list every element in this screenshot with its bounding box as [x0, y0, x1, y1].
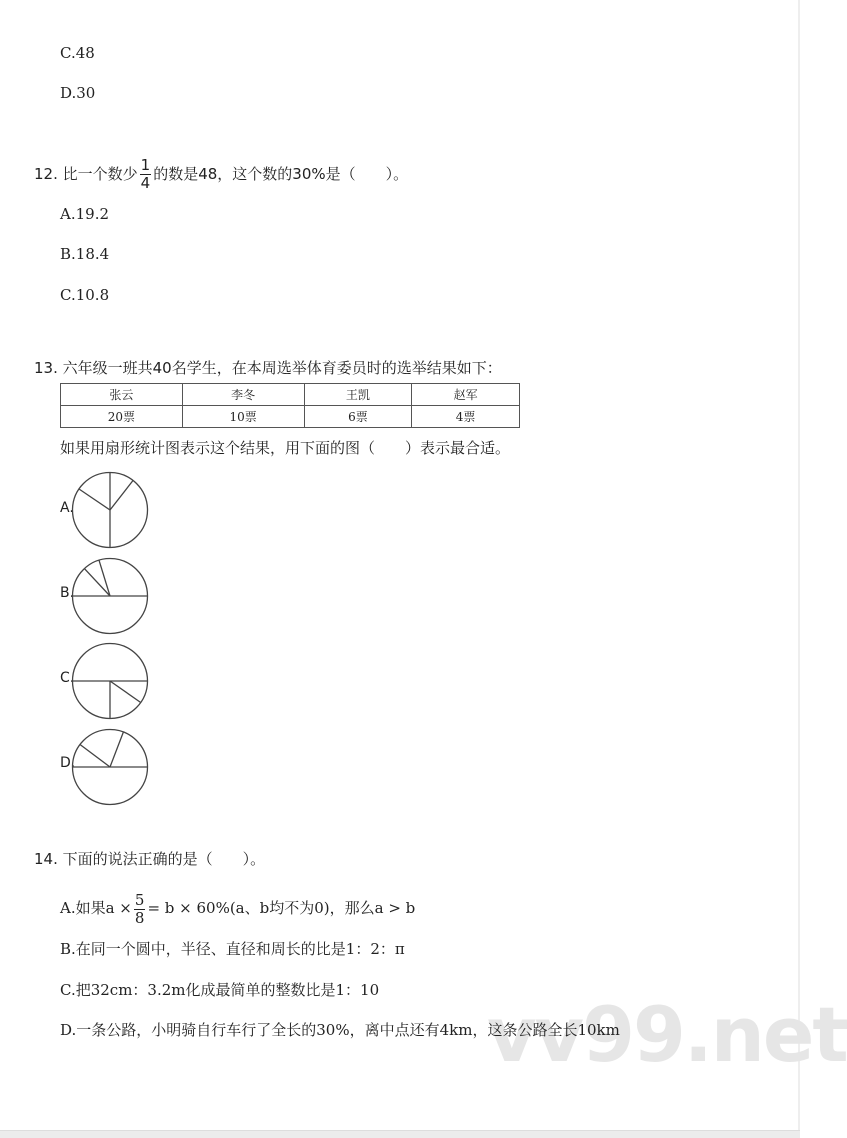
q14-text: 下面的说法正确的是（ ）。 — [62, 850, 266, 868]
table-cell: 赵军 — [412, 384, 520, 406]
denominator: 8 — [134, 908, 145, 927]
q14-stem — [34, 849, 265, 869]
pie-chart-option-d — [70, 727, 150, 807]
q13-question: 如果用扇形统计图表示这个结果，用下面的图（ ）表示最合适。 — [60, 439, 511, 457]
q12-stem — [34, 157, 408, 192]
watermark: vv99.net — [487, 990, 847, 1079]
q12-text-after: 的数是48，这个数的30%是（ ）。 — [153, 165, 409, 183]
q12-number: 12. — [34, 165, 58, 183]
q12-option-b: B.18.4 — [60, 245, 110, 263]
q13-option-d-label: D. — [60, 755, 76, 771]
pie-chart-option-a — [70, 470, 150, 550]
fraction-one-quarter — [140, 157, 152, 192]
table-row — [61, 406, 520, 428]
numerator: 1 — [140, 156, 151, 174]
pie-chart-option-b — [70, 556, 150, 636]
q14-option-a-text-before: A.如果a × — [60, 899, 132, 917]
q14-option-c: C.把32cm：3.2m化成最简单的整数比是1：10 — [60, 981, 380, 999]
fraction-five-eighths — [134, 892, 146, 927]
q14-option-a — [60, 888, 415, 928]
q13-text: 六年级一班共40名学生，在本周选举体育委员时的选举结果如下： — [62, 359, 502, 377]
q14-option-b: B.在同一个圆中，半径、直径和周长的比是1：2：π — [60, 940, 405, 958]
table-cell: 张云 — [61, 384, 183, 406]
q14-option-a-text-after: = b × 60%(a、b均不为0)，那么a > b — [147, 899, 416, 917]
pie-chart-option-c — [70, 641, 150, 721]
table-row — [61, 384, 520, 406]
q13-number: 13. — [34, 359, 58, 377]
vote-table — [60, 383, 520, 428]
q11-option-c: C.48 — [60, 44, 95, 62]
q13-option-a-label: A. — [60, 500, 74, 516]
table-cell: 4票 — [412, 406, 520, 428]
q12-option-a: A.19.2 — [60, 205, 109, 223]
denominator: 4 — [140, 174, 151, 192]
q13-option-c-label: C. — [60, 670, 75, 686]
page-bottom-edge — [0, 1130, 800, 1138]
q11-option-d: D.30 — [60, 84, 96, 102]
q12-text-before: 比一个数少 — [62, 165, 138, 183]
table-cell: 10票 — [182, 406, 304, 428]
q13-option-b-label: B. — [60, 585, 75, 601]
table-cell: 李冬 — [182, 384, 304, 406]
q14-option-d: D.一条公路，小明骑自行车行了全长的30%，离中点还有4km，这条公路全长10km — [60, 1021, 620, 1039]
scrollbar-track[interactable] — [798, 0, 800, 1130]
table-cell: 王凯 — [304, 384, 412, 406]
q13-stem — [34, 358, 502, 378]
numerator: 5 — [134, 890, 145, 909]
q14-number: 14. — [34, 850, 58, 868]
table-cell: 6票 — [304, 406, 412, 428]
table-cell: 20票 — [61, 406, 183, 428]
q12-option-c: C.10.8 — [60, 286, 110, 304]
